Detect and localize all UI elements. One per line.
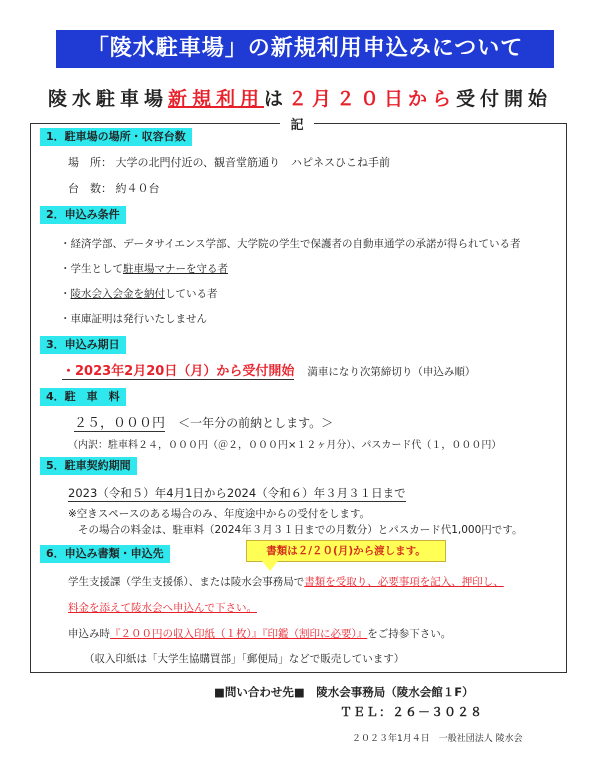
section3-header: 3．申込み期日 (40, 336, 126, 354)
issue-date: ２０２３年1月４日 一般社団法人 陵水会 (352, 734, 523, 744)
apply-line-1-pre: 学生支援課（学生支援係）、または陵水会事務局で (68, 576, 305, 588)
section2-header: 2．申込み条件 (40, 206, 126, 224)
condition-2 (60, 261, 228, 276)
apply-line-1 (68, 574, 504, 589)
place-label: 場 所： (68, 156, 112, 169)
apply-line-4: （収入印紙は「大学生協購買部」「郵便局」などで販売しています） (84, 653, 405, 665)
callout-tail (262, 561, 278, 571)
apply-line-3 (68, 626, 451, 641)
contact-line: ■問い合わせ先■ 陵水会事務局（陵水会館１F） (214, 685, 474, 699)
subtitle-highlight: 新規利用 (167, 88, 264, 110)
condition-3-pre: ・ (60, 288, 71, 300)
section5-header: 5．駐車契約期間 (40, 457, 137, 475)
apply-line-1-red: 書類を受取り、必要事項を記入、押印し、 (304, 576, 504, 588)
condition-2-pre: ・学生として (60, 263, 123, 275)
contract-note-2: その場合の料金は、駐車料（2024年３月３１日までの月数分）とパスカード代1,000円です。 (78, 524, 523, 536)
condition-3-ul: 陵水会入会金を納付 (70, 288, 165, 300)
condition-3 (60, 286, 218, 301)
apply-line-2: 料金を添えて陵水会へ申込んで下さい。 (68, 602, 257, 614)
count-row (68, 180, 160, 196)
count-value: 約４０台 (115, 182, 160, 195)
subtitle-part2: は (263, 88, 288, 110)
place-row (68, 154, 390, 170)
condition-2-ul: 駐車場マナーを守る者 (123, 263, 228, 275)
fee-note: ＜一年分の前納とします。＞ (178, 416, 334, 430)
apply-line-3-red: 『２００円の収入印紙（１枚）』『印鑑（割印に必要）』 (110, 628, 368, 640)
place-value: 大学の北門付近の、観音堂筋通り ハピネスひこね手前 (115, 156, 391, 169)
apply-line-3-pre: 申込み時 (68, 628, 110, 640)
contract-note-1: ※空きスペースのある場合のみ、年度途中からの受付をします。 (68, 508, 371, 520)
subtitle-part3: 受付開始 (456, 88, 553, 110)
deadline-note: 満車になり次第締切り（申込み順） (307, 366, 476, 378)
contract-period: 2023（令和５）年4月1日から2024（令和６）年３月３１日まで (68, 486, 406, 500)
condition-1: ・経済学部、データサイエンス学部、大学院の学生で保護者の自動車通学の承諾が得られている者 (60, 238, 521, 250)
section1-header: 1．駐車場の場所・収容台数 (40, 128, 192, 146)
apply-line-3-post: をご持参下さい。 (367, 628, 452, 640)
section6-header: 6．申込み書類・申込先 (40, 545, 170, 563)
fee-row (74, 412, 333, 431)
subtitle-part1: 陵水駐車場 (47, 88, 168, 110)
count-label: 台 数： (68, 182, 112, 195)
subtitle (10, 84, 590, 111)
condition-4: ・車庫証明は発行いたしません (60, 313, 207, 325)
fee-breakdown: （内訳：駐車料２４，０００円（＠２，０００円×１２ヶ月分）、パスカード代（１，０００円） (68, 440, 502, 451)
deadline-main: ・2023年2月20日（月）から受付開始 (62, 364, 295, 379)
contact-tel: ＴＥＬ：２６－３０２８ (340, 705, 484, 719)
title-banner: 「陵水駐車場」の新規利用申込みについて (56, 30, 554, 68)
callout-box: 書類は２/２０(月)から渡します。 (246, 540, 446, 562)
subtitle-date: ２月２０日から (288, 88, 457, 110)
fee-amount: ２５，０００円 (74, 416, 166, 431)
section4-header: 4．駐 車 料 (40, 388, 126, 406)
deadline-row (62, 360, 475, 379)
condition-3-post: している者 (165, 288, 218, 300)
ki-label: 記 (280, 114, 314, 133)
